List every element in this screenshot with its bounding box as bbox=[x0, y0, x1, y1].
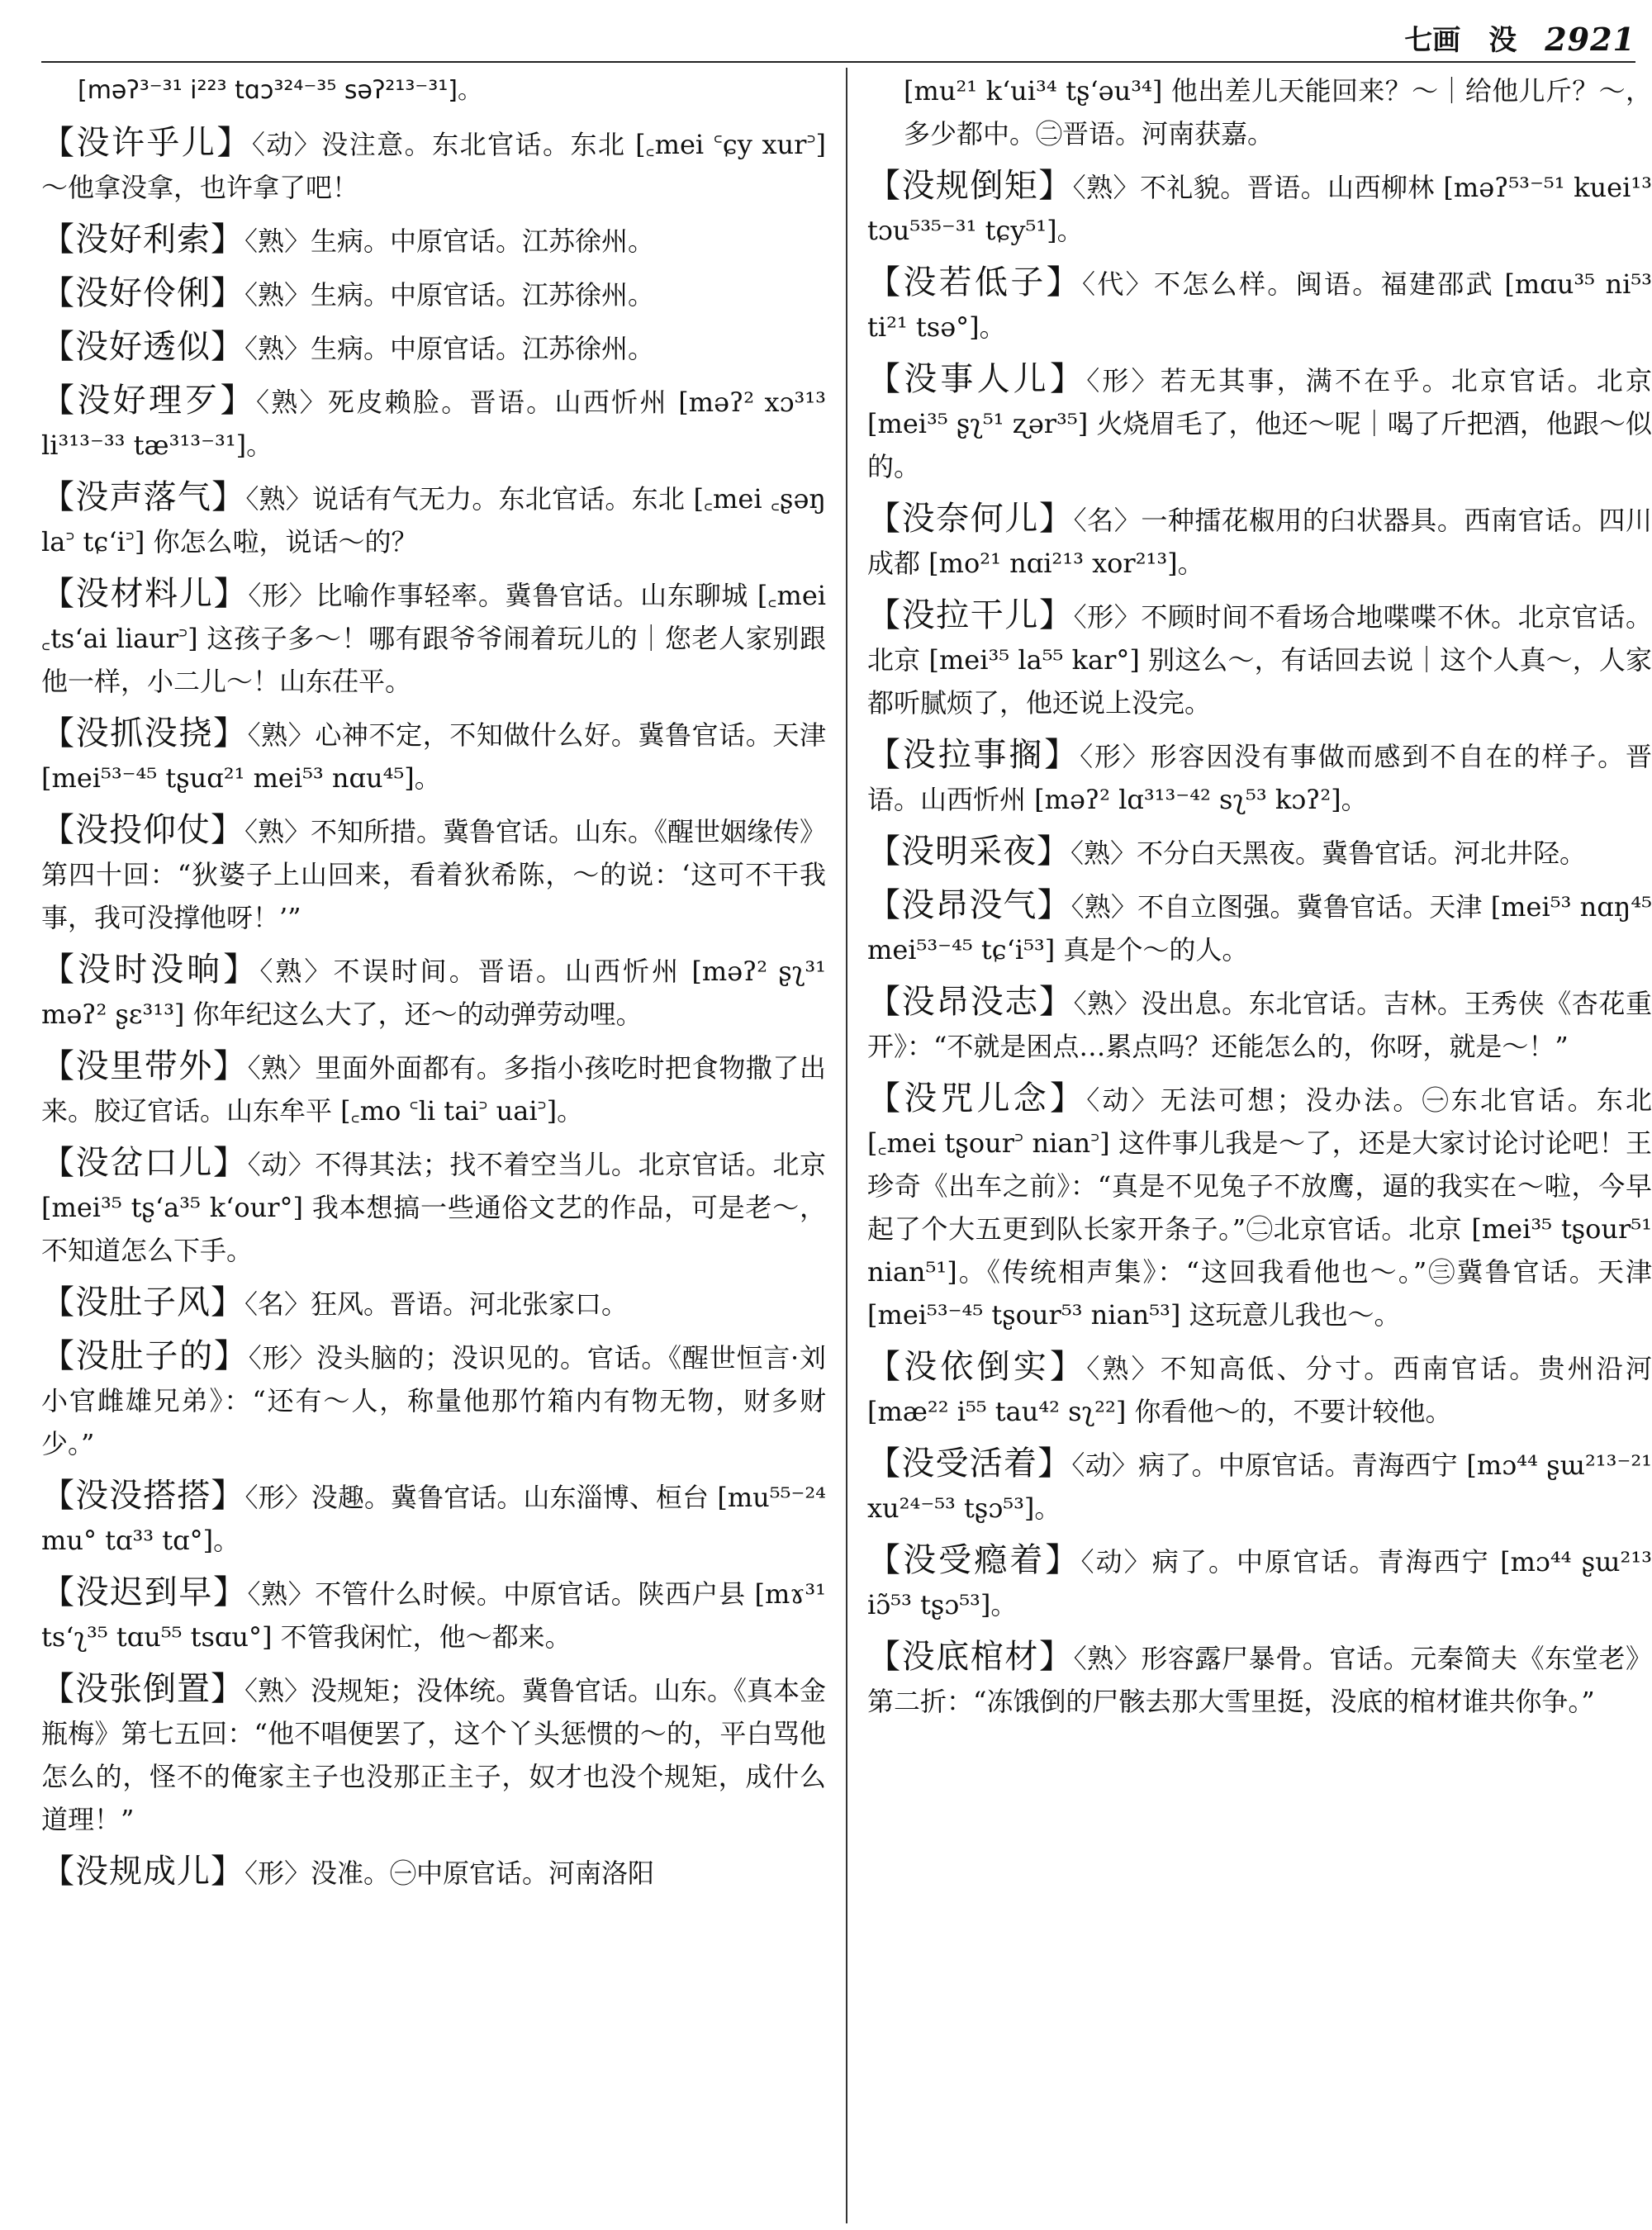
section-heading: 七画 没 bbox=[1404, 24, 1517, 57]
dictionary-entry bbox=[867, 980, 1652, 1068]
dictionary-entry bbox=[867, 884, 1652, 971]
entry-definition: 〈动〉病了。中原官话。青海西宁 [mɔ⁴⁴ ʂɯ²¹³ iɔ̃⁵³ tʂɔ⁵³]。 bbox=[867, 1546, 1652, 1620]
entry-definition: 〈熟〉不分白天黑夜。冀鲁官话。河北井陉。 bbox=[1070, 837, 1587, 869]
entry-definition: 〈形〉若无其事，满不在乎。北京官话。北京 [mei³⁵ ʂʅ⁵¹ ʐər³⁵] 火烧眉毛了，他还～呢｜喝了斤把酒，他跟～似的。 bbox=[867, 365, 1652, 482]
entry-headword: 【没时没晌】 bbox=[41, 951, 260, 989]
dictionary-entry bbox=[867, 1442, 1652, 1530]
entry-definition: 〈形〉形容因没有事做而感到不自在的样子。晋语。山西忻州 [məʔ² lɑ³¹³⁻⁴² sʅ⁵³ kɔʔ²]。 bbox=[867, 741, 1652, 815]
entry-headword: 【没抓没挠】 bbox=[41, 714, 248, 752]
entry-definition: 〈形〉比喻作事轻率。冀鲁官话。山东聊城 [꜀mei ꜀tsʻai liaur꜄] 这孩子多～！哪有跟爷爷闹着玩儿的｜您老人家别跟他一样，小二儿～！山东茌平。 bbox=[41, 580, 826, 697]
entry-headword: 【没拉事搁】 bbox=[867, 736, 1080, 774]
dictionary-entry bbox=[41, 572, 826, 703]
entry-headword: 【没里带外】 bbox=[41, 1047, 248, 1085]
dictionary-entry bbox=[867, 1539, 1652, 1626]
dictionary-entry bbox=[41, 1335, 826, 1465]
entry-definition: 〈熟〉不知高低、分寸。西南官话。贵州沿河 [mæ²² i⁵⁵ tau⁴² sʅ²²] 你看他～的，不要计较他。 bbox=[867, 1353, 1652, 1427]
right-entry-list bbox=[867, 164, 1652, 1723]
dictionary-entry bbox=[867, 497, 1652, 585]
dictionary-entry bbox=[41, 379, 826, 467]
entry-headword: 【没岔口儿】 bbox=[41, 1144, 248, 1182]
entry-headword: 【没迟到早】 bbox=[41, 1573, 248, 1611]
entry-definition: 〈熟〉里面外面都有。多指小孩吃时把食物撒了出来。胶辽官话。山东牟平 [꜀mo ꜂li tai꜄ uai꜄]。 bbox=[41, 1052, 826, 1127]
dictionary-entry bbox=[41, 476, 826, 563]
entry-headword: 【没底棺材】 bbox=[867, 1638, 1074, 1676]
entry-definition: 〈熟〉不知所措。冀鲁官话。山东。《醒世姻缘传》第四十回：“狄婆子上山回来，看着狄希陈，～的说：‘这可不干我事，我可没撑他呀！’” bbox=[41, 816, 826, 933]
dictionary-entry bbox=[867, 358, 1652, 488]
dictionary-entry bbox=[867, 830, 1652, 875]
entry-headword: 【没拉干儿】 bbox=[867, 596, 1074, 634]
entry-headword: 【没若低子】 bbox=[867, 263, 1082, 301]
entry-headword: 【没张倒置】 bbox=[41, 1670, 244, 1708]
entry-definition: 〈代〉不怎么样。闽语。福建邵武 [mɑu³⁵ ni⁵³ ti²¹ tsə°]。 bbox=[867, 268, 1652, 343]
right-column bbox=[867, 69, 1652, 2217]
entry-headword: 【没受活着】 bbox=[867, 1445, 1072, 1483]
entry-headword: 【没奈何儿】 bbox=[867, 500, 1074, 538]
dictionary-entry bbox=[41, 1850, 826, 1895]
left-entry-list bbox=[41, 121, 826, 1895]
entry-headword: 【没投仰仗】 bbox=[41, 811, 244, 849]
entry-definition: 〈熟〉不误时间。晋语。山西忻州 [məʔ² ʂʅ³¹ məʔ² ʂɛ³¹³] 你年纪这么大了，还～的动弹劳动哩。 bbox=[41, 956, 826, 1030]
entry-definition: 〈熟〉生病。中原官话。江苏徐州。 bbox=[244, 333, 655, 364]
entry-definition: 〈形〉没头脑的；没识见的。官话。《醒世恒言·刘小官雌雄兄弟》：“还有～人，称量他那竹箱内有物无物，财多财少。” bbox=[41, 1342, 826, 1459]
entry-definition: 〈名〉一种擂花椒用的臼状器具。西南官话。四川成都 [mo²¹ nɑi²¹³ xor²¹³]。 bbox=[867, 505, 1652, 579]
entry-headword: 【没好理歹】 bbox=[41, 382, 256, 420]
dictionary-entry bbox=[41, 1474, 826, 1562]
entry-definition: 〈动〉病了。中原官话。青海西宁 [mɔ⁴⁴ ʂɯ²¹³⁻²¹ xu²⁴⁻⁵³ tʂɔ⁵³]。 bbox=[867, 1450, 1652, 1524]
entry-definition: 〈熟〉生病。中原官话。江苏徐州。 bbox=[244, 225, 655, 257]
entry-headword: 【没声落气】 bbox=[41, 478, 246, 516]
entry-definition: 〈熟〉不管什么时候。中原官话。陕西户县 [mɤ³¹ tsʻʅ³⁵ tɑu⁵⁵ tsɑu°] 不管我闲忙，他～都来。 bbox=[41, 1578, 826, 1653]
running-head bbox=[1404, 12, 1635, 58]
header-rule bbox=[41, 61, 1635, 63]
dictionary-entry bbox=[41, 272, 826, 316]
entry-definition: 〈熟〉心神不定，不知做什么好。冀鲁官话。天津 [mei⁵³⁻⁴⁵ tʂuɑ²¹ mei⁵³ nɑu⁴⁵]。 bbox=[41, 719, 826, 794]
entry-definition: 〈熟〉说话有气无力。东北官话。东北 [꜀mei ꜀ʂəŋ la꜄ tɕʻi꜄] 你怎么啦，说话～的？ bbox=[41, 483, 826, 558]
dictionary-entry bbox=[41, 1571, 826, 1658]
page-number: 2921 bbox=[1545, 21, 1635, 58]
entry-headword: 【没好伶俐】 bbox=[41, 274, 244, 312]
entry-headword: 【没肚子风】 bbox=[41, 1283, 244, 1321]
entry-headword: 【没昂没志】 bbox=[867, 983, 1074, 1021]
dictionary-entry bbox=[41, 121, 826, 209]
dictionary-entry bbox=[867, 1635, 1652, 1723]
entry-definition: 〈动〉无法可想；没办法。㊀东北官话。东北 [꜀mei tʂour꜄ nian꜄] 这件事儿我是～了，还是大家讨论讨论吧！王珍奇《出车之前》：“真是不见兔子不放鹰，逼的我实在～啦，今早起了个大五更到队长家开条子。”㊁北京官话。北京 [mei³⁵ tʂour⁵¹ nian⁵¹]。《传统相声集》：“这回我看他也～。”㊂冀鲁官话。天津 [mei⁵³⁻⁴⁵ tʂour⁵³ nian⁵³] 这玩意儿我也～。 bbox=[867, 1084, 1652, 1331]
dictionary-entry bbox=[41, 948, 826, 1036]
dictionary-entry bbox=[41, 1668, 826, 1841]
entry-definition: 〈形〉没准。㊀中原官话。河南洛阳 bbox=[244, 1858, 655, 1889]
dictionary-entry bbox=[41, 712, 826, 799]
entry-definition: 〈熟〉生病。中原官话。江苏徐州。 bbox=[244, 279, 655, 311]
dictionary-entry bbox=[867, 733, 1652, 821]
right-continuation: [mu²¹ kʻui³⁴ tʂʻəu³⁴] 他出差儿天能回来？～｜给他儿斤？～，多少都中。㊁晋语。河南获嘉。 bbox=[904, 75, 1652, 149]
dictionary-entry bbox=[41, 1045, 826, 1132]
entry-headword: 【没昂没气】 bbox=[867, 886, 1071, 924]
dictionary-entry bbox=[867, 164, 1652, 252]
entry-definition: 〈形〉不顾时间不看场合地喋喋不休。北京官话。北京 [mei³⁵ la⁵⁵ kar°] 别这么～，有话回去说｜这个人真～，人家都听腻烦了，他还说上没完。 bbox=[867, 601, 1652, 719]
entry-headword: 【没咒儿念】 bbox=[867, 1079, 1087, 1117]
entry-definition: 〈熟〉死皮赖脸。晋语。山西忻州 [məʔ² xɔ³¹³ li³¹³⁻³³ tæ³¹³⁻³¹]。 bbox=[41, 387, 826, 461]
left-continuation: [məʔ³⁻³¹ i²²³ tɑɔ³²⁴⁻³⁵ səʔ²¹³⁻³¹]。 bbox=[78, 76, 482, 105]
left-column bbox=[41, 69, 826, 2217]
entry-definition: 〈熟〉不自立图强。冀鲁官话。天津 [mei⁵³ nɑŋ⁴⁵ mei⁵³⁻⁴⁵ tɕʻi⁵³] 真是个～的人。 bbox=[867, 891, 1652, 966]
entry-definition: 〈动〉不得其法；找不着空当儿。北京官话。北京 [mei³⁵ tʂʻa³⁵ kʻour°] 我本想搞一些通俗文艺的作品，可是老～，不知道怎么下手。 bbox=[41, 1149, 826, 1266]
entry-definition: 〈熟〉没出息。东北官话。吉林。王秀侠《杏花重开》：“不就是困点…累点吗？还能怎么的，你呀，就是～！” bbox=[867, 988, 1652, 1062]
entry-definition: 〈动〉没注意。东北官话。东北 [꜀mei ꜂ɕy xur꜄] ～他拿没拿，也许拿了吧！ bbox=[41, 129, 826, 203]
dictionary-entry bbox=[867, 1345, 1652, 1433]
entry-headword: 【没好透似】 bbox=[41, 328, 244, 366]
dictionary-entry bbox=[41, 218, 826, 263]
entry-headword: 【没没搭搭】 bbox=[41, 1477, 245, 1515]
entry-headword: 【没肚子的】 bbox=[41, 1337, 249, 1375]
entry-headword: 【没许乎儿】 bbox=[41, 124, 252, 162]
dictionary-entry bbox=[867, 594, 1652, 724]
entry-definition: 〈名〉狂风。晋语。河北张家口。 bbox=[244, 1288, 629, 1320]
entry-headword: 【没规成儿】 bbox=[41, 1853, 244, 1891]
dictionary-entry bbox=[867, 261, 1652, 349]
dictionary-entry bbox=[41, 1281, 826, 1326]
entry-definition: 〈熟〉形容露尸暴骨。官话。元秦简夫《东堂老》第二折：“冻饿倒的尸骸去那大雪里挺，没底的棺材谁共你争。” bbox=[867, 1643, 1652, 1717]
entry-definition: 〈熟〉不礼貌。晋语。山西柳林 [məʔ⁵³⁻⁵¹ kuei¹³ tɔu⁵³⁵⁻³¹ tɕy⁵¹]。 bbox=[867, 172, 1652, 246]
entry-headword: 【没依倒实】 bbox=[867, 1348, 1087, 1386]
entry-headword: 【没好利索】 bbox=[41, 221, 244, 259]
entry-headword: 【没事人儿】 bbox=[867, 360, 1087, 398]
dictionary-entry bbox=[41, 325, 826, 370]
entry-headword: 【没受瘾着】 bbox=[867, 1541, 1081, 1579]
dictionary-entry bbox=[41, 809, 826, 939]
entry-headword: 【没规倒矩】 bbox=[867, 167, 1073, 205]
entry-headword: 【没明采夜】 bbox=[867, 833, 1070, 871]
dictionary-entry bbox=[41, 1141, 826, 1272]
entry-definition: 〈熟〉没规矩；没体统。冀鲁官话。山东。《真本金瓶梅》第七五回：“他不唱便罢了，这个丫头惩惯的～的，平白骂他怎么的，怪不的俺家主子也没那正主子，奴才也没个规矩，成什么道理！” bbox=[41, 1675, 826, 1835]
entry-definition: 〈形〉没趣。冀鲁官话。山东淄博、桓台 [mu⁵⁵⁻²⁴ mu° tɑ³³ tɑ°]。 bbox=[41, 1482, 826, 1556]
column-divider bbox=[846, 68, 847, 2223]
dictionary-entry bbox=[867, 1077, 1652, 1336]
entry-headword: 【没材料儿】 bbox=[41, 575, 249, 613]
